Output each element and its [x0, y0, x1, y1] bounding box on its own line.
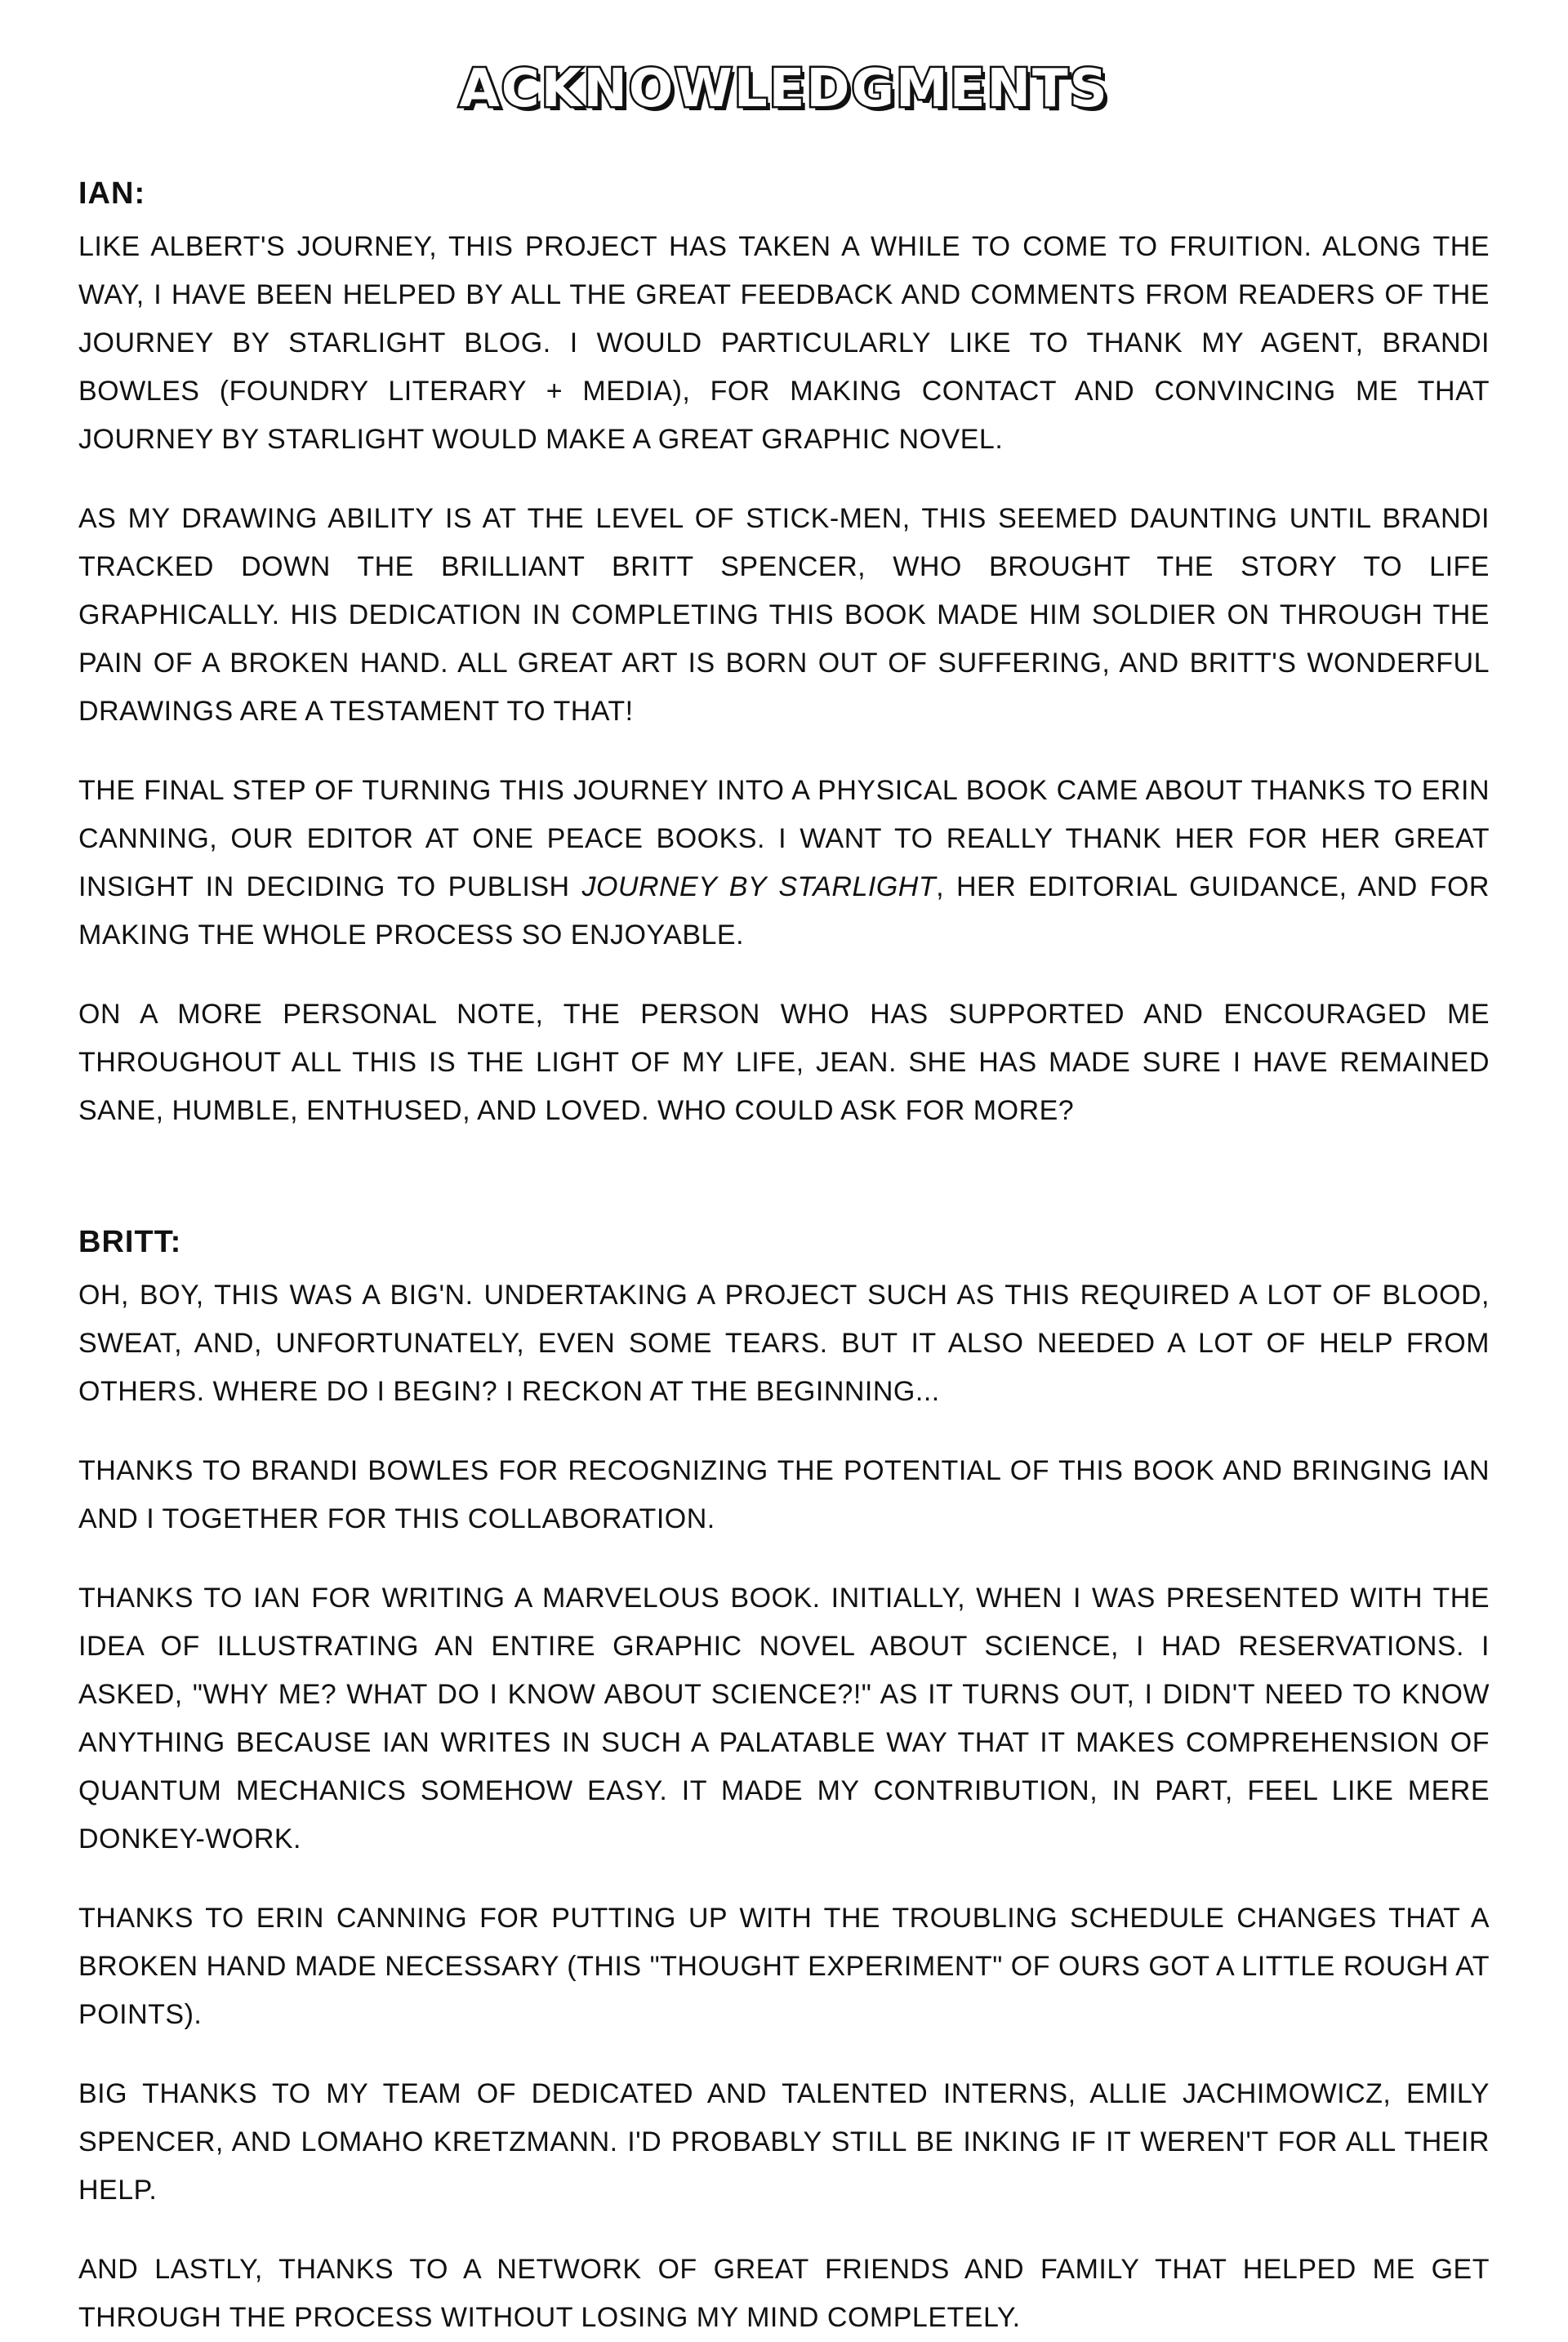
ian-paragraph-1: LIKE ALBERT'S JOURNEY, THIS PROJECT HAS TAKEN A WHILE TO COME TO FRUITION. ALONG THE WAY, I HAVE BEEN HELPED BY ALL THE GREAT FEEDBACK AND COMMENTS FROM READERS OF THE JOURNEY BY STARLIGHT BLOG. I WOULD PARTICULARLY LIKE TO THANK MY AGENT, BRANDI BOWLES (FOUNDRY LITERARY + MEDIA), FOR MAKING CONTACT AND CONVINCING ME THAT JOURNEY BY STARLIGHT WOULD MAKE A GREAT GRAPHIC NOVEL. [78, 231, 1490, 455]
ian-paragraph-2: AS MY DRAWING ABILITY IS AT THE LEVEL OF STICK-MEN, THIS SEEMED DAUNTING UNTIL BRANDI TRACKED DOWN THE BRILLIANT BRITT SPENCER, WHO BROUGHT THE STORY TO LIFE GRAPHICALLY. HIS DEDICATION IN COMPLETING THIS BOOK MADE HIM SOLDIER ON THROUGH THE PAIN OF A BROKEN HAND. ALL GREAT ART IS BORN OUT OF SUFFERING, AND BRITT'S WONDERFUL DRAWINGS ARE A TESTAMENT TO THAT! [78, 503, 1490, 727]
ian-paragraph-3-after: , HER EDITORIAL GUIDANCE, AND FOR MAKING THE WHOLE PROCESS SO ENJOYABLE. [78, 871, 1490, 951]
britt-paragraph-3: THANKS TO IAN FOR WRITING A MARVELOUS BOOK. INITIALLY, WHEN I WAS PRESENTED WITH THE IDEA OF ILLUSTRATING AN ENTIRE GRAPHIC NOVEL ABOUT SCIENCE, I HAD RESERVATIONS. I ASKED, "WHY ME? WHAT DO I KNOW ABOUT SCIENCE?!" AS IT TURNS OUT, I DIDN'T NEED TO KNOW ANYTHING BECAUSE IAN WRITES IN SUCH A PALATABLE WAY THAT IT MAKES COMPREHENSION OF QUANTUM MECHANICS SOMEHOW EASY. IT MADE MY CONTRIBUTION, IN PART, FEEL LIKE MERE DONKEY-WORK. [78, 1583, 1490, 1854]
ian-paragraph-3 [78, 767, 1490, 960]
ian-heading: IAN: [78, 176, 146, 211]
britt-paragraph-4: THANKS TO ERIN CANNING FOR PUTTING UP WITH THE TROUBLING SCHEDULE CHANGES THAT A BROKEN HAND MADE NECESSARY (THIS "THOUGHT EXPERIMENT" OF OURS GOT A LITTLE ROUGH AT POINTS). [78, 1903, 1490, 2030]
britt-section [78, 1225, 1490, 2342]
britt-paragraph-5: BIG THANKS TO MY TEAM OF DEDICATED AND TALENTED INTERNS, ALLIE JACHIMOWICZ, EMILY SPENCER, AND LOMAHO KRETZMANN. I'D PROBABLY STILL BE INKING IF IT WEREN'T FOR ALL THEIR HELP. [78, 2078, 1490, 2206]
britt-paragraph-6: AND LASTLY, THANKS TO A NETWORK OF GREAT FRIENDS AND FAMILY THAT HELPED ME GET THROUGH THE PROCESS WITHOUT LOSING MY MIND COMPLETELY. [78, 2254, 1490, 2333]
britt-heading: BRITT: [78, 1225, 182, 1259]
page-title: ACKNOWLEDGMENTS [459, 59, 1109, 119]
ian-paragraph-3-before: THE FINAL STEP OF TURNING THIS JOURNEY INTO A PHYSICAL BOOK CAME ABOUT THANKS TO ERIN CANNING, OUR EDITOR AT ONE PEACE BOOKS. I WANT TO REALLY THANK HER FOR HER GREAT INSIGHT IN DECIDING TO PUBLISH [78, 775, 1490, 902]
britt-paragraph-2: THANKS TO BRANDI BOWLES FOR RECOGNIZING THE POTENTIAL OF THIS BOOK AND BRINGING IAN AND I TOGETHER FOR THIS COLLABORATION. [78, 1455, 1490, 1534]
ian-section [78, 176, 1490, 1135]
britt-paragraph-1: OH, BOY, THIS WAS A BIG'N. UNDERTAKING A PROJECT SUCH AS THIS REQUIRED A LOT OF BLOOD, SWEAT, AND, UNFORTUNATELY, EVEN SOME TEARS. BUT IT ALSO NEEDED A LOT OF HELP FROM OTHERS. WHERE DO I BEGIN? I RECKON AT THE BEGINNING... [78, 1280, 1490, 1407]
title-wrapper [78, 59, 1490, 119]
book-title-italic: JOURNEY BY STARLIGHT [581, 871, 937, 902]
ian-paragraph-4: ON A MORE PERSONAL NOTE, THE PERSON WHO HAS SUPPORTED AND ENCOURAGED ME THROUGHOUT ALL THIS IS THE LIGHT OF MY LIFE, JEAN. SHE HAS MADE SURE I HAVE REMAINED SANE, HUMBLE, ENTHUSED, AND LOVED. WHO COULD ASK FOR MORE? [78, 999, 1490, 1126]
